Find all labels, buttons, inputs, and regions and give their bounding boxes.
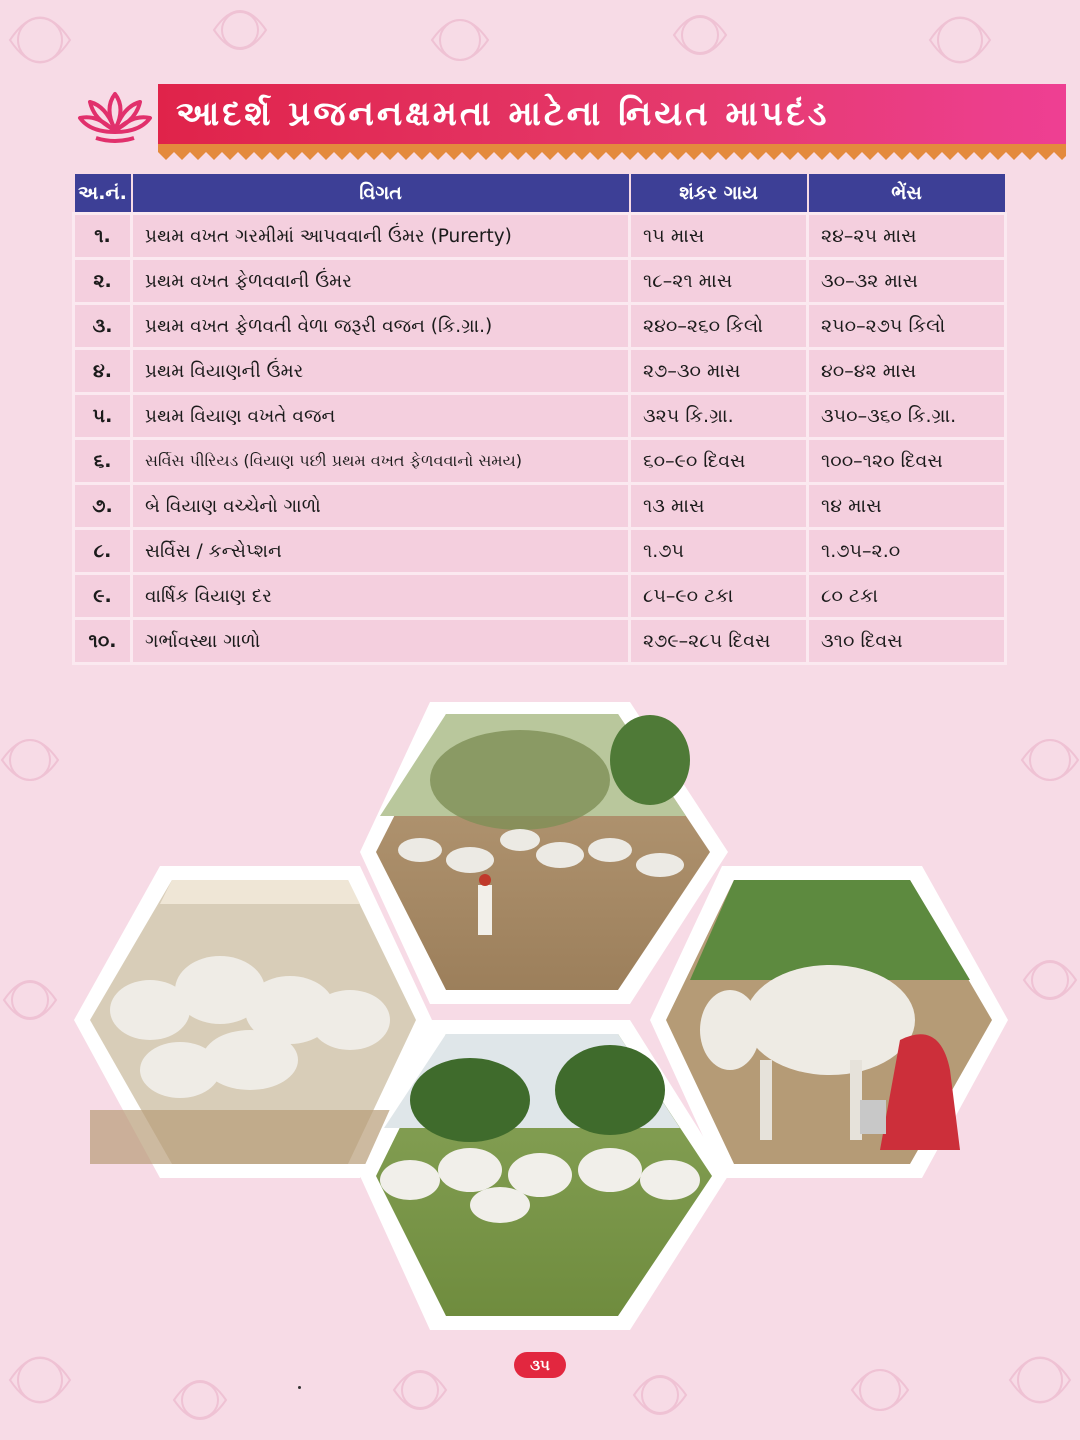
ornament-triangle: [510, 152, 526, 160]
ornament-triangle: [766, 152, 782, 160]
row-detail: પ્રથમ વખત ગરમીમાં આપવવાની ઉંમર (Purerty): [132, 214, 630, 259]
row-buffalo-value: ૩૫૦–૩૬૦ કિ.ગ્રા.: [808, 394, 1006, 439]
row-detail: પ્રથમ વિયાણની ઉંમર: [132, 349, 630, 394]
ornament-triangle: [574, 152, 590, 160]
ornament-triangle: [1006, 152, 1022, 160]
ornament-triangle: [1038, 152, 1054, 160]
table-row: [74, 529, 1006, 574]
row-serial: ૫.: [74, 394, 132, 439]
photo-hexagon-woman-milking-cow: [650, 866, 1008, 1178]
ornament-triangle: [686, 152, 702, 160]
row-cow-value: ૧૫ માસ: [630, 214, 808, 259]
row-cow-value: ૧૮–૨૧ માસ: [630, 259, 808, 304]
stray-dot: [298, 1386, 301, 1389]
ornament-triangle: [782, 152, 798, 160]
page-title: આદર્શ પ્રજનનક્ષમતા માટેના નિયત માપદંડ: [176, 94, 830, 134]
row-detail: સર્વિસ / કન્સેપ્શન: [132, 529, 630, 574]
ornament-triangle: [942, 152, 958, 160]
ornament-triangle: [622, 152, 638, 160]
row-cow-value: ૮૫–૯૦ ટકા: [630, 574, 808, 619]
row-buffalo-value: ૪૦–૪૨ માસ: [808, 349, 1006, 394]
table-row: [74, 349, 1006, 394]
ornament-triangle: [446, 152, 462, 160]
cattle-photo-collage: [0, 690, 1080, 1350]
column-header-buffalo: ભેંસ: [808, 173, 1006, 214]
ornament-triangle: [894, 152, 910, 160]
ornament-triangle: [926, 152, 942, 160]
row-cow-value: ૩૨૫ કિ.ગ્રા.: [630, 394, 808, 439]
row-serial: ૪.: [74, 349, 132, 394]
row-detail: ગર્ભાવસ્થા ગાળો: [132, 619, 630, 664]
ornament-triangle: [270, 152, 286, 160]
ornament-triangle: [238, 152, 254, 160]
row-serial: ૨.: [74, 259, 132, 304]
ornament-triangle: [974, 152, 990, 160]
ornament-triangle: [990, 152, 1006, 160]
ornament-triangle: [734, 152, 750, 160]
ornament-triangle: [670, 152, 686, 160]
ornament-triangle: [558, 152, 574, 160]
ornament-triangle: [398, 152, 414, 160]
row-cow-value: ૨૪૦–૨૬૦ કિલો: [630, 304, 808, 349]
column-header-detail: વિગત: [132, 173, 630, 214]
ornament-triangle: [318, 152, 334, 160]
ornament-triangle: [542, 152, 558, 160]
row-serial: ૯.: [74, 574, 132, 619]
ornament-triangle: [862, 152, 878, 160]
table-row: [74, 574, 1006, 619]
page-title-banner: [158, 84, 1066, 144]
row-serial: ૧૦.: [74, 619, 132, 664]
row-buffalo-value: ૩૦–૩૨ માસ: [808, 259, 1006, 304]
column-header-crossbred-cow: શંકર ગાય: [630, 173, 808, 214]
column-header-serial: અ.નં.: [74, 173, 132, 214]
row-buffalo-value: ૧.૭૫–૨.૦: [808, 529, 1006, 574]
ornament-triangle: [414, 152, 430, 160]
ornament-triangle: [190, 152, 206, 160]
ornament-triangle: [830, 152, 846, 160]
table-row: [74, 304, 1006, 349]
ornament-triangle: [302, 152, 318, 160]
ornament-triangle: [1054, 152, 1066, 160]
row-cow-value: ૧.૭૫: [630, 529, 808, 574]
row-serial: ૩.: [74, 304, 132, 349]
row-cow-value: ૬૦–૯૦ દિવસ: [630, 439, 808, 484]
ornament-triangle: [366, 152, 382, 160]
row-buffalo-value: ૨૫૦–૨૭૫ કિલો: [808, 304, 1006, 349]
row-detail: પ્રથમ વખત ફેળવવાની ઉંમર: [132, 259, 630, 304]
ornament-triangle: [158, 152, 174, 160]
row-cow-value: ૨૭૯–૨૮૫ દિવસ: [630, 619, 808, 664]
page-number-badge: [514, 1352, 566, 1378]
row-cow-value: ૧૩ માસ: [630, 484, 808, 529]
ornament-triangle: [814, 152, 830, 160]
ornament-triangle: [334, 152, 350, 160]
ornament-triangle: [462, 152, 478, 160]
fertility-standards-table: [72, 172, 1007, 665]
ornament-triangle: [958, 152, 974, 160]
page-number: ૩૫: [530, 1356, 550, 1374]
ornament-triangle: [638, 152, 654, 160]
table-row: [74, 394, 1006, 439]
ornament-triangle: [718, 152, 734, 160]
row-detail: પ્રથમ વખત ફેળવતી વેળા જરૂરી વજન (કિ.ગ્રા.): [132, 304, 630, 349]
ornament-triangle: [590, 152, 606, 160]
row-detail: વાર્ષિક વિયાણ દર: [132, 574, 630, 619]
table-header-row: [74, 173, 1006, 214]
ornament-triangle: [910, 152, 926, 160]
table-row: [74, 439, 1006, 484]
ornament-triangle: [430, 152, 446, 160]
row-serial: ૬.: [74, 439, 132, 484]
row-buffalo-value: ૩૧૦ દિવસ: [808, 619, 1006, 664]
photo-hexagon-herd-under-trees: [360, 702, 728, 1004]
ornament-triangle: [222, 152, 238, 160]
ornament-triangle: [206, 152, 222, 160]
ornament-triangle: [526, 152, 542, 160]
row-serial: ૮.: [74, 529, 132, 574]
ornament-triangle: [654, 152, 670, 160]
row-buffalo-value: ૧૪ માસ: [808, 484, 1006, 529]
ornament-triangle: [702, 152, 718, 160]
ornament-triangle: [1022, 152, 1038, 160]
lotus-icon: [76, 88, 154, 146]
row-detail: બે વિયાણ વચ્ચેનો ગાળો: [132, 484, 630, 529]
table-row: [74, 259, 1006, 304]
table-row: [74, 484, 1006, 529]
table-row: [74, 214, 1006, 259]
row-buffalo-value: ૧૦૦–૧૨૦ દિવસ: [808, 439, 1006, 484]
ornament-triangle: [606, 152, 622, 160]
ornament-triangle: [478, 152, 494, 160]
ornamental-border: [158, 144, 1066, 162]
table-row: [74, 619, 1006, 664]
ornament-triangle: [750, 152, 766, 160]
ornament-triangle: [174, 152, 190, 160]
row-detail: પ્રથમ વિયાણ વખતે વજન: [132, 394, 630, 439]
ornament-triangle: [286, 152, 302, 160]
row-buffalo-value: ૨૪–૨૫ માસ: [808, 214, 1006, 259]
row-buffalo-value: ૮૦ ટકા: [808, 574, 1006, 619]
ornament-triangle: [350, 152, 366, 160]
row-cow-value: ૨૭–૩૦ માસ: [630, 349, 808, 394]
row-detail: સર્વિસ પીરિયડ (વિયાણ પછી પ્રથમ વખત ફેળવવાનો સમય): [132, 439, 630, 484]
ornament-triangle: [382, 152, 398, 160]
photo-hexagon-cattle-in-shed: [74, 866, 432, 1178]
row-serial: ૧.: [74, 214, 132, 259]
ornament-triangle: [494, 152, 510, 160]
ornament-triangle: [798, 152, 814, 160]
row-serial: ૭.: [74, 484, 132, 529]
ornament-triangle: [254, 152, 270, 160]
ornament-triangle: [878, 152, 894, 160]
ornament-triangle: [846, 152, 862, 160]
